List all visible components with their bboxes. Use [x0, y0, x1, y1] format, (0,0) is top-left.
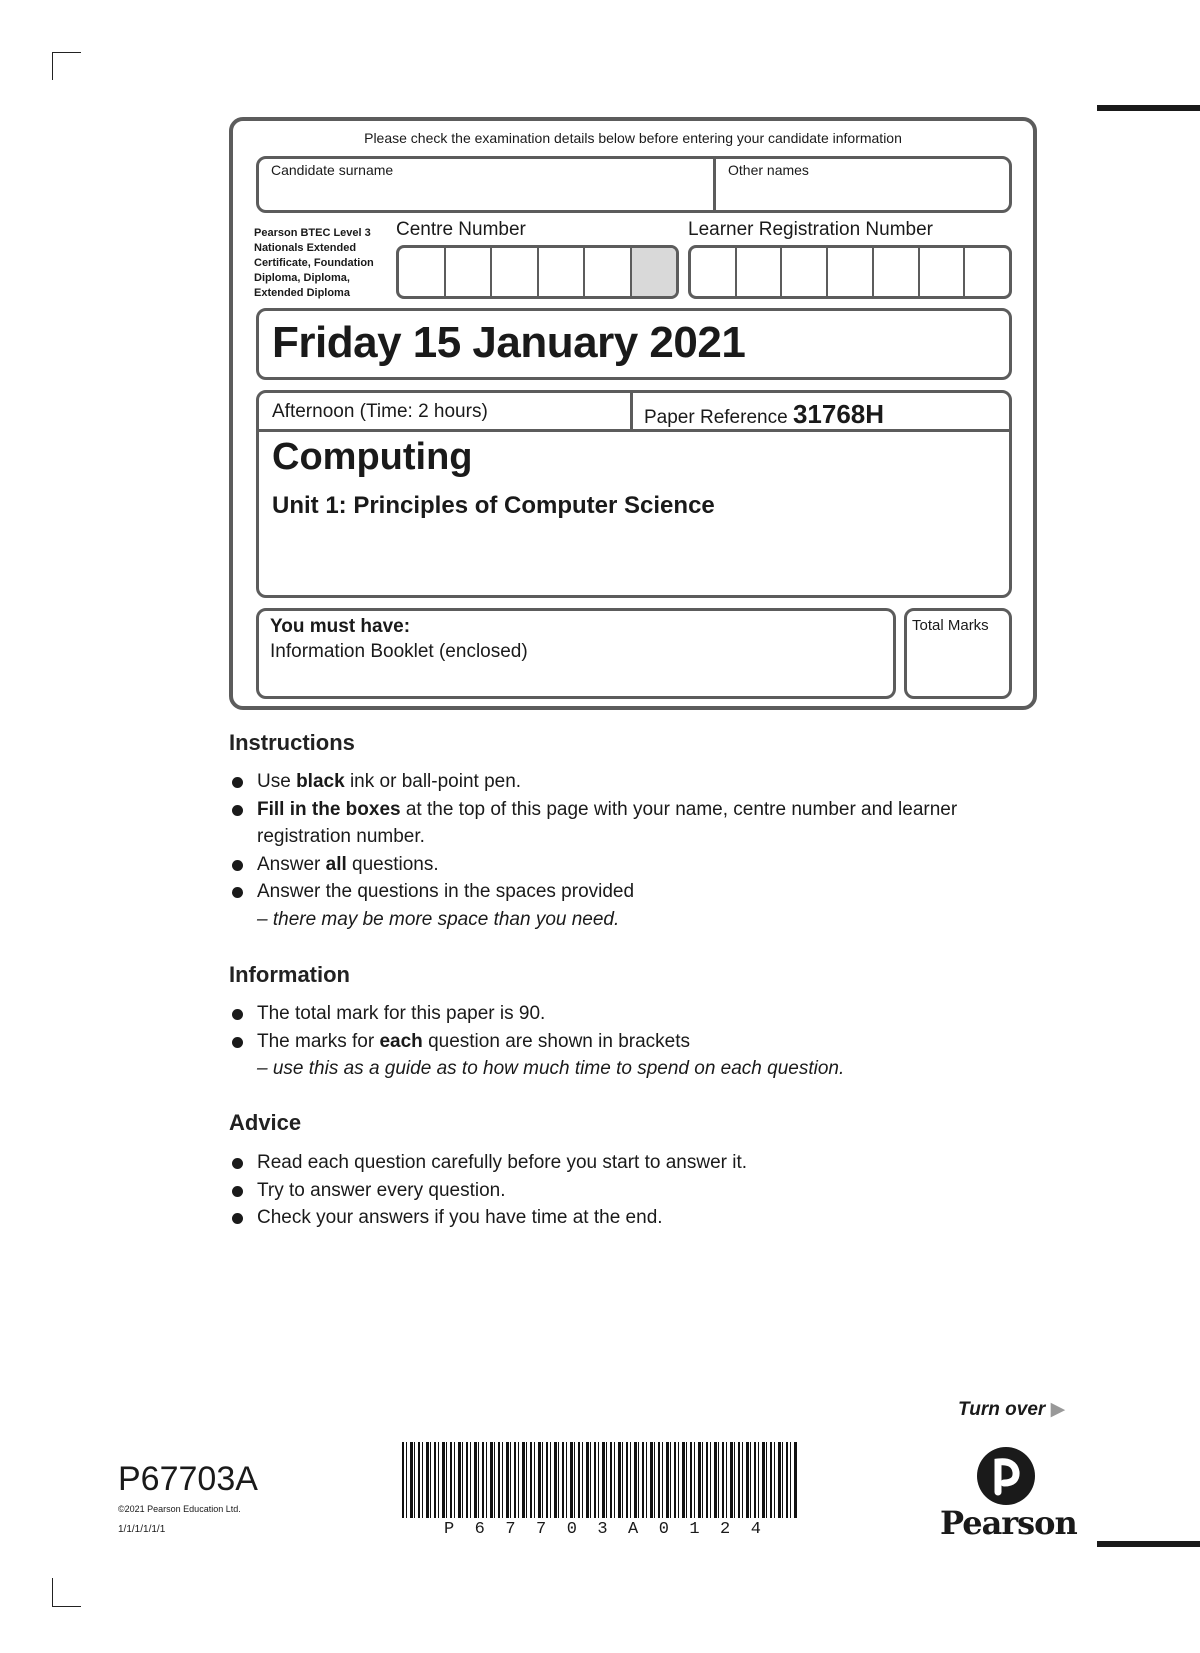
play-arrow-icon: ▶ [1050, 1399, 1066, 1420]
barcode-text: P 6 7 7 0 3 A 0 1 2 4 [444, 1520, 761, 1539]
print-code: 1/1/1/1/1/1 [118, 1524, 166, 1535]
must-have-item: Information Booklet (enclosed) [270, 641, 528, 662]
learner-digit-box[interactable] [737, 248, 783, 296]
learner-digit-box[interactable] [965, 248, 1009, 296]
paper-code: P67703A [118, 1460, 258, 1498]
learner-digit-box[interactable] [782, 248, 828, 296]
must-have-label: You must have: [270, 616, 411, 637]
centre-number-label: Centre Number [396, 219, 526, 240]
check-notice: Please check the examination details below before entering your candidate information [364, 130, 902, 146]
advice-list [229, 1149, 989, 1232]
centre-digit-box[interactable] [492, 248, 539, 296]
learner-reg-boxes[interactable] [688, 245, 1012, 299]
total-marks-label: Total Marks [912, 617, 989, 634]
list-item: Answer all questions. [229, 851, 989, 879]
learner-digit-box[interactable] [874, 248, 920, 296]
instructions-heading: Instructions [229, 730, 355, 755]
list-item: Use black ink or ball-point pen. [229, 768, 989, 796]
publisher-name: Pearson [940, 1504, 1077, 1542]
unit-title: Unit 1: Principles of Computer Science [272, 492, 715, 519]
centre-digit-box[interactable] [399, 248, 446, 296]
list-item: The total mark for this paper is 90. [229, 1000, 989, 1028]
learner-digit-box[interactable] [691, 248, 737, 296]
list-item: Read each question carefully before you start to answer it. [229, 1149, 989, 1177]
information-list [229, 1000, 989, 1083]
turn-over-label: Turn over [958, 1399, 1046, 1420]
paper-reference [644, 399, 884, 430]
session-divider-v [630, 392, 633, 430]
crop-mark-top-left [52, 52, 53, 80]
learner-digit-box[interactable] [828, 248, 874, 296]
exam-date: Friday 15 January 2021 [272, 318, 746, 367]
subject-title: Computing [272, 436, 473, 478]
advice-heading: Advice [229, 1110, 302, 1135]
crop-mark-top-left-h [52, 52, 81, 53]
centre-digit-box[interactable] [539, 248, 586, 296]
list-item: Check your answers if you have time at the end. [229, 1204, 989, 1232]
exam-session: Afternoon (Time: 2 hours) [272, 401, 488, 422]
centre-digit-box-shaded[interactable] [632, 248, 677, 296]
paper-reference-code: 31768H [792, 399, 885, 429]
crop-mark-bottom-left [52, 1578, 53, 1606]
list-item: The marks for each question are shown in brackets – use this as a guide as to how much time to spend on each question. [229, 1028, 989, 1083]
centre-number-boxes[interactable] [396, 245, 679, 299]
centre-digit-box[interactable] [585, 248, 632, 296]
other-names-field[interactable]: Other names [728, 162, 809, 178]
centre-digit-box[interactable] [446, 248, 493, 296]
information-heading: Information [229, 962, 350, 987]
paper-reference-label: Paper Reference [644, 407, 788, 428]
list-item: Answer the questions in the spaces provided – there may be more space than you need. [229, 878, 989, 933]
name-box-divider [713, 156, 716, 213]
crop-mark-bottom-left-h [52, 1606, 81, 1607]
list-item: Try to answer every question. [229, 1177, 989, 1205]
candidate-surname-field[interactable]: Candidate surname [271, 162, 394, 178]
qualification-text: Pearson BTEC Level 3 Nationals Extended Certificate, Foundation Diploma, Diploma, Extended Diploma [254, 227, 374, 299]
barcode [402, 1442, 797, 1518]
session-divider-h [258, 429, 1010, 432]
learner-reg-label: Learner Registration Number [688, 219, 934, 240]
list-item: Fill in the boxes at the top of this page with your name, centre number and learner registration number. [229, 796, 989, 851]
copyright: ©2021 Pearson Education Ltd. [118, 1504, 241, 1514]
turn-over [958, 1398, 1065, 1421]
instructions-list [229, 768, 989, 933]
edge-mark-bottom-right [1097, 1541, 1200, 1547]
edge-mark-top-right [1097, 105, 1200, 111]
pearson-logo-icon [976, 1446, 1036, 1506]
learner-digit-box[interactable] [920, 248, 966, 296]
